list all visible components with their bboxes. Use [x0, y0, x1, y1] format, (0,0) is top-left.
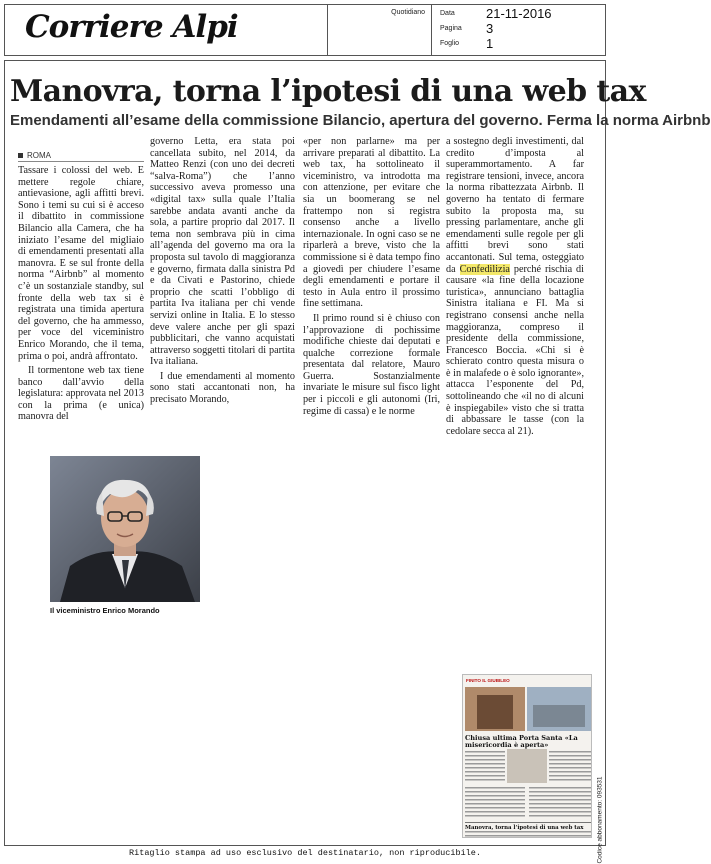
meta-row-date: [440, 7, 600, 22]
periodicity-label: Quotidiano: [391, 9, 425, 16]
paragraph: Il tormentone web tax tiene banco dall’avvio della legislatura: approvata nel 2013 con la prima (e unica) manovra del: [18, 365, 144, 423]
page-thumbnail: [462, 674, 592, 838]
paragraph: «per non parlarne» ma per arrivare preparati al dibattito. La web tax, ha sottolineato il viceministro, va introdotta ma con attenzione, per evitare che sia un boomerang se nel frattempo non si registra consenso anche a livello internazionale. In ogni caso se ne riparlerà a breve, visto che la commissione si è data tempo fino a giovedì per chiudere l’esame degli emendamenti e portare il testo in Aula entro il prossimo fine settimana.: [303, 136, 440, 310]
paragraph: Il primo round si è chiuso con l’approvazione di pochissime modifiche chieste dai deputati e qualche correzione formale presentata dal relatore, Mauro Guerra. Sostanzialmente invariate le misure sul fisco light per i piccoli e gli autonomi (Iri, regime di cassa) e le norme: [303, 312, 440, 417]
article-column-4: [446, 136, 584, 437]
meta-row-page: [440, 22, 600, 37]
photo-caption: Il viceministro Enrico Morando: [50, 606, 160, 615]
periodicity-box: [327, 5, 431, 55]
article-column-3: [303, 136, 440, 417]
article-column-2: [150, 136, 295, 406]
meta-value: 1: [486, 36, 494, 51]
newspaper-logo: [25, 9, 238, 45]
article-dateline: ROMA: [18, 151, 51, 160]
portrait-illustration: [50, 456, 200, 602]
dateline-divider: [18, 161, 144, 162]
portrait-photo: [50, 456, 200, 602]
thumbnail-tag: FINITO IL GIUBILEO: [466, 678, 510, 683]
meta-value: 3: [486, 21, 494, 36]
paragraph: I due emendamenti al momento sono stati accantonati non, ha precisato Morando,: [150, 370, 295, 406]
meta-label: Pagina: [440, 25, 462, 32]
meta-box: [431, 5, 605, 55]
paragraph: governo Letta, era stata poi cancellata subito, nel 2014, da Matteo Renzi (con uno dei decreti “salva-Roma”) che l’anno successivo aveva promesso una «digital tax» sulla quale l’Italia sarebbe andata avanti anche da sola, a partire proprio dal 2017. Il tema non sembrava più in cima all’agenda del governo ma ora la proposta sul tavolo di maggioranza e governo, firmata dalla sinistra Pd e da Civati e Pastorino, chiede proprio che scatti l’obbligo di partita Iva italiana per chi vende servizi online in Italia. E lo stesso deve valere anche per gli spazi pubblicitari, che vanno acquistati attraverso soggetti titolari di partita Iva italiana.: [150, 136, 295, 368]
thumbnail-article-headline: Manovra, torna l’ipotesi di una web tax: [465, 825, 584, 831]
paragraph: Tassare i colossi del web. E mettere regole chiare, antievasione, agli affitti brevi. Sono i temi su cui si è acceso il dibattito in commissione Bilancio alla Camera, che ha iniziato l’esame del migliaio di emendamenti presentati alla manovra. E se sul fronte della norma “Airbnb” al momento c’è un sostanziale standby, sul fronte della web tax si è registrata una timida apertura del governo, che ha ammesso, per voce del viceministro Enrico Morando, che il tema, prima o poi, andrà affrontato.: [18, 165, 144, 362]
meta-label: Data: [440, 10, 455, 17]
text-run: a sostegno degli investimenti, dal credito d’imposta al superammortamento. A far registrare tensioni, invece, ancora la norma ribattezzata Airbnb. Il governo ha tentato di fermare subito la proposta ma, su pressing parlamentare, anche gli emendamenti sulle regole per gli affitti brevi sono stati accantonati. Sul tema, osteggiato da: [446, 136, 584, 275]
meta-value: 21-11-2016: [486, 6, 552, 21]
reproduction-notice: Ritaglio stampa ad uso esclusivo del destinatario, non riproducibile.: [129, 848, 481, 858]
logo-box: [5, 5, 327, 55]
paragraph: [446, 136, 584, 437]
masthead-header: [4, 4, 606, 56]
article-headline: Manovra, torna l’ipotesi di una web tax: [10, 74, 646, 109]
meta-label: Foglio: [440, 40, 460, 47]
logo-part-alpi: Alpi: [162, 9, 238, 45]
article-subhead: Emendamenti all’esame della commissione Bilancio, apertura del governo. Ferma la norma Airbnb: [10, 112, 711, 129]
thumbnail-headline: Chiusa ultima Porta Santa «La misericordia è aperta»: [465, 734, 578, 749]
thumbnail-graphic: [463, 675, 593, 839]
text-run: perché rischia di causare «la fine della locazione turistica», annunciano battaglia Sinistra italiana e FI. Ma si registrano consensi anche nella maggioranza, compreso il presidente della commissione, Francesco Boccia. «Chi si è schierato contro questa misura o è in malafede o è solo ignorante», attacca l’esponente del Pd, sottolineando che «il no di alcuni è inspiegabile» visto che si tratta di abbassare le tasse (con la cedolare secca al 21).: [446, 263, 584, 437]
highlighted-keyword: Confedilizia: [459, 263, 510, 275]
meta-row-sheet: [440, 37, 600, 52]
article-column-1: [18, 165, 144, 425]
subscription-code-text: Codice abbonamento: 093531: [596, 776, 604, 864]
logo-part-corriere: Corriere: [25, 9, 163, 45]
